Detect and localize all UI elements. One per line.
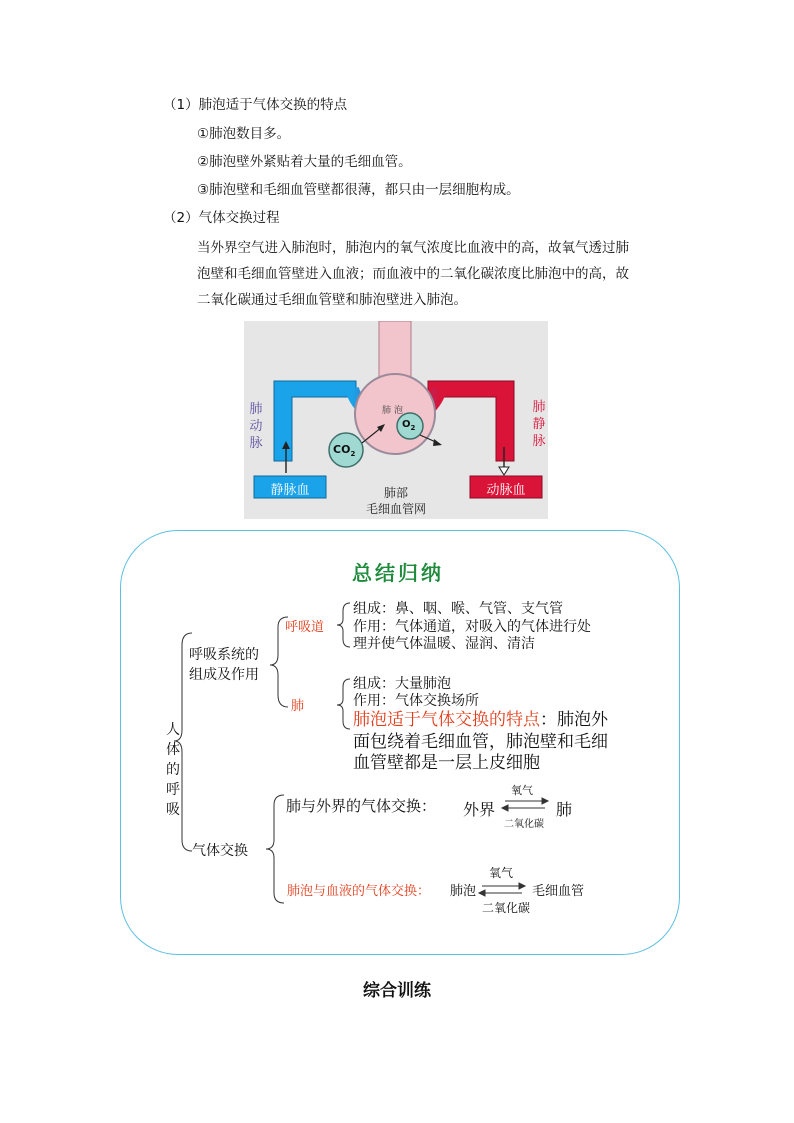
lung-feature-label: 肺泡适于气体交换的特点 (353, 710, 540, 730)
airway-function-1: 作用：气体通道，对吸入的气体进行处 (353, 619, 591, 635)
alveolus-label: 肺泡 (382, 406, 407, 416)
capillary-label-1: 肺部 (383, 486, 408, 500)
o2-label: $O_2$ (402, 419, 416, 432)
capillary-label (344, 485, 448, 517)
airway-composition: 组成：鼻、咽、喉、气管、支气管 (353, 601, 563, 617)
lung-feature-text-2: 面包绕着毛细血管，肺泡壁和毛细 (353, 732, 608, 752)
exchange1-left: 外界 (463, 800, 496, 819)
exchange2-co2: 二氧化碳 (482, 901, 531, 915)
lung-feature (353, 710, 608, 731)
arterial-box-label: 动脉血 (486, 483, 526, 498)
lung-function: 作用：气体交换场所 (353, 693, 479, 709)
exchange-arrows-2 (479, 883, 525, 896)
exchange2-left: 肺泡 (450, 884, 477, 899)
airway-label: 呼吸道 (285, 620, 325, 635)
venous-box-label: 静脉血 (270, 483, 310, 498)
o2-subscript: 2 (410, 424, 416, 432)
trachea (379, 321, 411, 379)
gas-exchange-diagram (244, 321, 548, 519)
branch1-label: 呼吸系统的组成及作用 (189, 647, 259, 683)
branch2-label: 气体交换 (192, 843, 248, 859)
co2-label: $CO_2$ (333, 443, 356, 459)
lung-composition: 组成：大量肺泡 (353, 676, 451, 692)
co2-subscript: 2 (350, 450, 356, 459)
capillary-label-2: 毛细血管网 (365, 502, 426, 516)
exchange-arrows-1 (502, 798, 548, 811)
exchange2-right: 毛细血管 (532, 884, 585, 899)
section2-heading: （2）气体交换过程 (163, 210, 280, 226)
airway-function-2: 理并使气体温暖、湿润、清洁 (353, 636, 535, 652)
exchange2-label: 肺泡与血液的气体交换： (287, 884, 431, 899)
summary-title: 总结归纳 (352, 561, 444, 585)
root-label: 人体的呼吸 (166, 722, 180, 818)
section2-paragraph: 当外界空气进入肺泡时，肺泡内的氧气浓度比血液中的高，故氧气透过肺泡壁和毛细血管壁进入血液；而血液中的二氧化碳浓度比肺泡中的高，故二氧化碳通过毛细血管壁和肺泡壁进入肺泡。 (197, 240, 629, 308)
section1-heading: （1）肺泡适于气体交换的特点 (163, 97, 348, 113)
section1-item-3: ③肺泡壁和毛细血管壁都很薄，都只由一层细胞构成。 (197, 182, 520, 198)
exchange1-oxygen: 氧气 (511, 784, 533, 797)
lung-label: 肺 (291, 699, 305, 714)
left-vessel-label: 肺动脉 (249, 402, 263, 451)
exchange1-co2: 二氧化碳 (504, 819, 544, 830)
exchange1-label: 肺与外界的气体交换： (286, 797, 437, 815)
section-title-training: 综合训练 (363, 981, 431, 1001)
right-vessel-label: 肺静脉 (532, 400, 546, 449)
lung-feature-text-1: ：肺泡外 (540, 710, 608, 730)
section1-item-2: ②肺泡壁外紧贴着大量的毛细血管。 (197, 154, 412, 170)
section1-item-1: ①肺泡数目多。 (197, 126, 291, 142)
exchange1-right: 肺 (556, 800, 573, 819)
lung-feature-text-3: 血管壁都是一层上皮细胞 (353, 753, 540, 773)
exchange2-oxygen: 氧气 (489, 866, 514, 880)
